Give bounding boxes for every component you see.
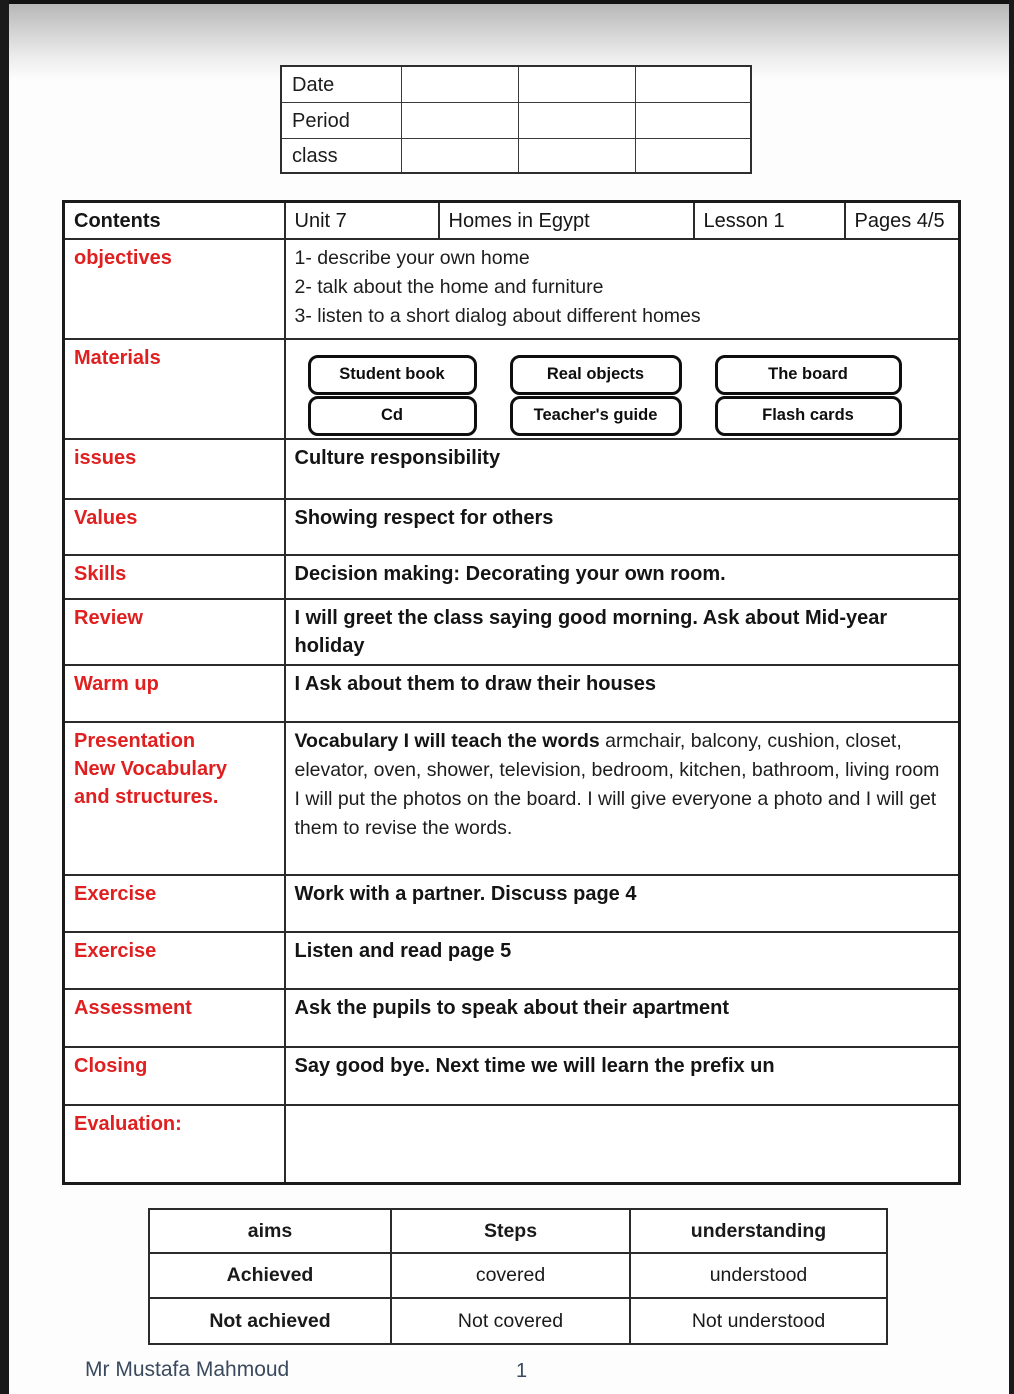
issues-content: Culture responsibility [285, 439, 960, 499]
not-achieved-row [149, 1298, 887, 1344]
values-row [64, 499, 960, 555]
date-empty-cell [518, 66, 635, 102]
presentation-label [64, 722, 285, 875]
covered-cell: covered [391, 1253, 630, 1298]
page-left-edge [0, 0, 9, 1394]
closing-content: Say good bye. Next time we will learn the prefix un [285, 1047, 960, 1105]
issues-label: issues [64, 439, 285, 499]
understanding-header: understanding [630, 1209, 887, 1253]
vocabulary-list: armchair, balcony, cushion, closet, elevator, oven, shower, television, bedroom, kitchen, bathroom, living room [294, 729, 940, 781]
review-label: Review [64, 599, 285, 665]
presentation-label-line: and structures. [74, 785, 219, 808]
summary-header-row [149, 1209, 887, 1253]
lesson-number-cell: Lesson 1 [694, 202, 845, 239]
issues-row [64, 439, 960, 499]
date-label: Date [281, 66, 401, 102]
closing-label: Closing [64, 1047, 285, 1105]
presentation-paragraph: I will put the photos on the board. I will give everyone a photo and I will get them to revise the words. [294, 787, 937, 839]
class-label: class [281, 138, 401, 173]
exercise-label: Exercise [64, 932, 285, 989]
vocabulary-paragraph [295, 727, 951, 785]
objective-item: 2- talk about the home and furniture [294, 275, 604, 298]
lesson-title-cell: Homes in Egypt [439, 202, 694, 239]
objective-item: 3- listen to a short dialog about different homes [294, 304, 701, 327]
class-row [281, 138, 751, 173]
pages-cell: Pages 4/5 [845, 202, 960, 239]
skills-row [64, 555, 960, 599]
objectives-label: objectives [64, 239, 285, 339]
values-content: Showing respect for others [285, 499, 960, 555]
evaluation-row [64, 1105, 960, 1184]
presentation-content [285, 722, 960, 875]
material-chip-student-book: Student book [308, 355, 477, 395]
author-name: Mr Mustafa Mahmoud [85, 1358, 290, 1381]
assessment-label: Assessment [64, 989, 285, 1047]
evaluation-label: Evaluation: [64, 1105, 285, 1184]
presentation-row [64, 722, 960, 875]
not-achieved-cell: Not achieved [149, 1298, 391, 1344]
materials-label: Materials [64, 339, 285, 439]
material-chip-teachers-guide: Teacher's guide [510, 396, 682, 436]
assessment-content: Ask the pupils to speak about their apartment [285, 989, 960, 1047]
class-empty-cell [401, 138, 518, 173]
skills-label: Skills [64, 555, 285, 599]
material-chip-the-board: The board [715, 355, 902, 395]
review-row [64, 599, 960, 665]
page-number: 1 [516, 1360, 528, 1382]
unit-cell: Unit 7 [285, 202, 439, 239]
material-chip-flash-cards: Flash cards [715, 396, 902, 436]
material-chip-cd: Cd [308, 396, 477, 436]
class-empty-cell [635, 138, 751, 173]
period-empty-cell [518, 102, 635, 138]
page-right-edge [1009, 0, 1014, 1394]
period-empty-cell [635, 102, 751, 138]
page-top-edge [0, 0, 1014, 4]
period-row [281, 102, 751, 138]
review-content: I will greet the class saying good morning. Ask about Mid-year holiday [285, 599, 960, 665]
not-understood-cell: Not understood [630, 1298, 887, 1344]
closing-row [64, 1047, 960, 1105]
presentation-label-line: Presentation [74, 729, 196, 752]
achieved-row [149, 1253, 887, 1298]
evaluation-content [285, 1105, 960, 1184]
date-period-class-table [280, 65, 752, 174]
vocabulary-lead: Vocabulary I will teach the words [294, 729, 600, 752]
presentation-label-line: New Vocabulary [74, 757, 228, 780]
warm-up-label: Warm up [64, 665, 285, 722]
exercise-row-2 [64, 932, 960, 989]
exercise-content: Listen and read page 5 [285, 932, 960, 989]
materials-row [64, 339, 960, 439]
assessment-row [64, 989, 960, 1047]
period-empty-cell [401, 102, 518, 138]
material-chip-real-objects: Real objects [510, 355, 682, 395]
objectives-row [64, 239, 960, 339]
date-empty-cell [635, 66, 751, 102]
aims-summary-table [148, 1208, 888, 1345]
warm-up-row [64, 665, 960, 722]
values-label: Values [64, 499, 285, 555]
understood-cell: understood [630, 1253, 887, 1298]
materials-content [285, 339, 960, 439]
exercise-label: Exercise [64, 875, 285, 932]
not-covered-cell: Not covered [391, 1298, 630, 1344]
steps-header: Steps [391, 1209, 630, 1253]
lesson-plan-table [62, 200, 961, 1185]
warm-up-content: I Ask about them to draw their houses [285, 665, 960, 722]
objective-item: 1- describe your own home [294, 246, 530, 269]
date-empty-cell [401, 66, 518, 102]
exercise-content: Work with a partner. Discuss page 4 [285, 875, 960, 932]
period-label: Period [281, 102, 401, 138]
exercise-row-1 [64, 875, 960, 932]
achieved-cell: Achieved [149, 1253, 391, 1298]
contents-header: Contents [64, 202, 285, 239]
objectives-content [285, 239, 960, 339]
lesson-header-row [64, 202, 960, 239]
class-empty-cell [518, 138, 635, 173]
aims-header: aims [149, 1209, 391, 1253]
date-row [281, 66, 751, 102]
skills-content: Decision making: Decorating your own room. [285, 555, 960, 599]
